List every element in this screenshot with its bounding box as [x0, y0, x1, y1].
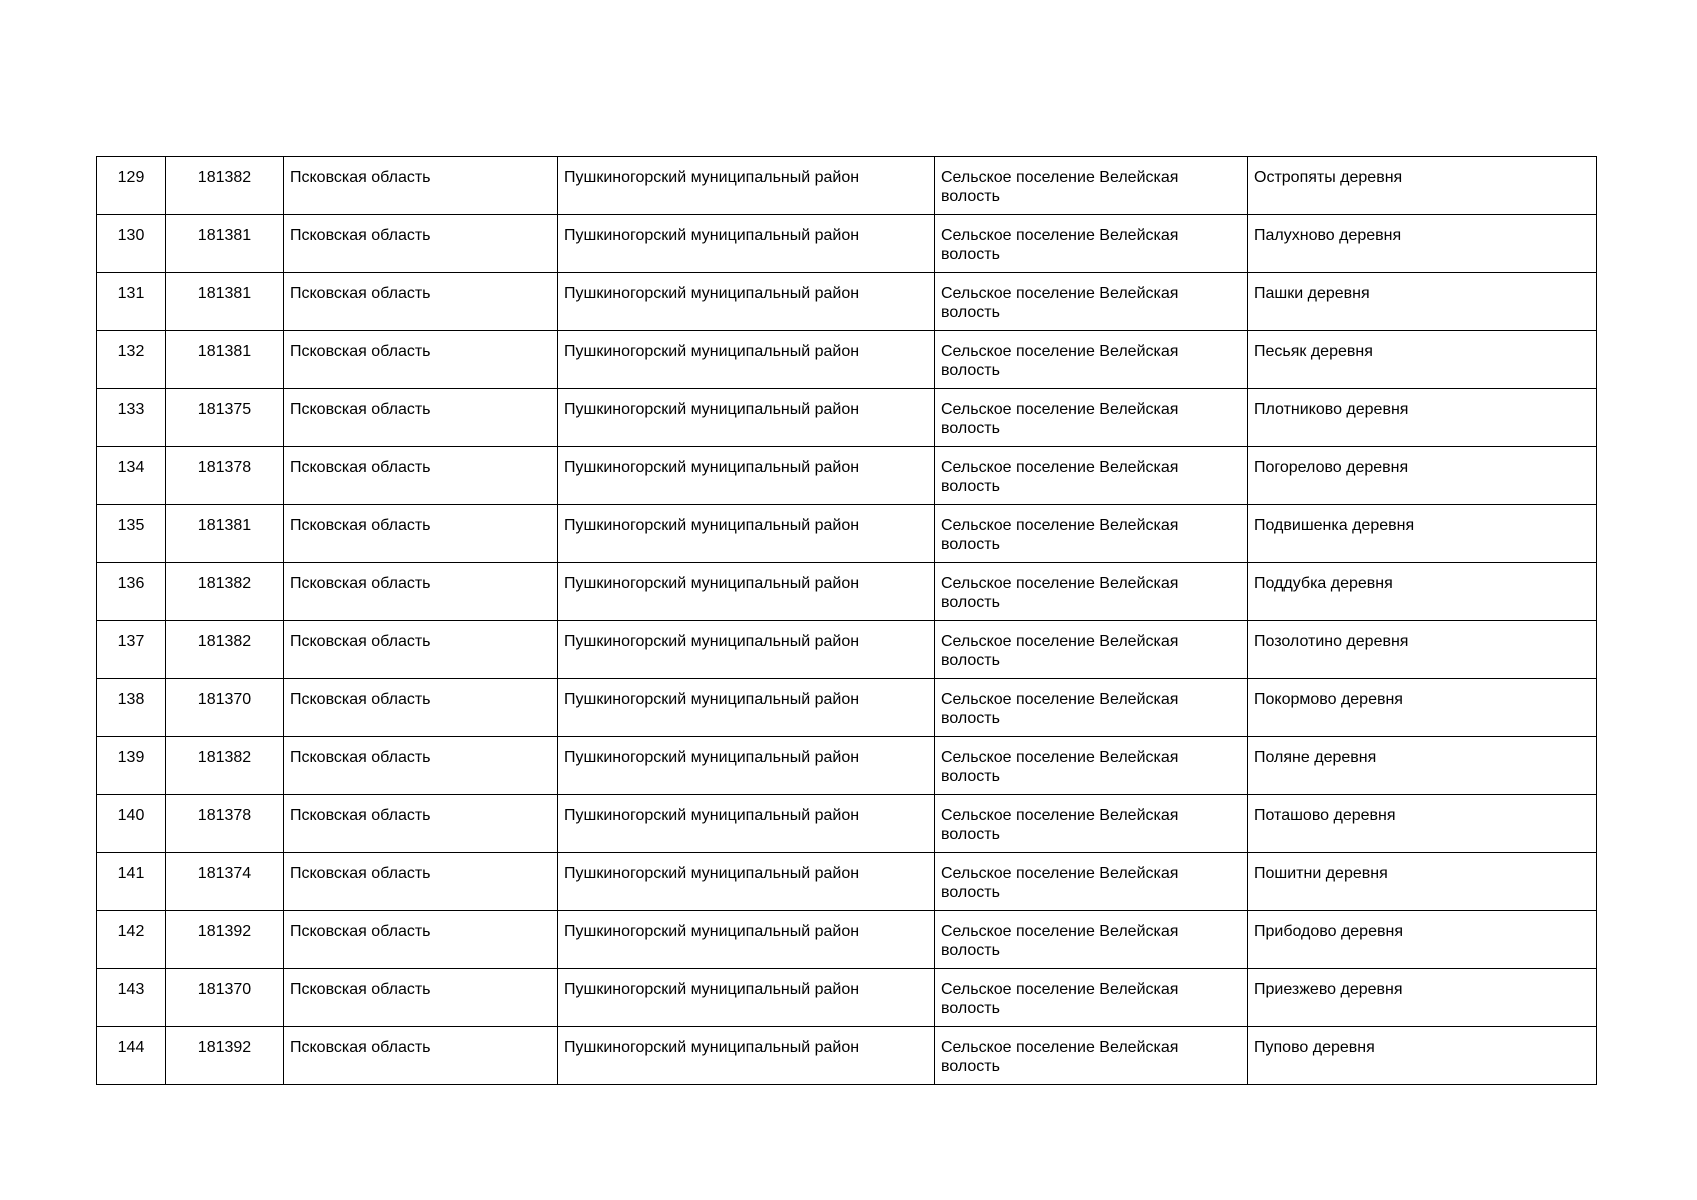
table-row [97, 563, 1597, 621]
region-cell: Псковская область [284, 215, 558, 273]
postal-index-cell: 181378 [166, 447, 284, 505]
district-cell: Пушкиногорский муниципальный район [558, 795, 935, 853]
settlement-cell: Сельское поселение Велейская волость [935, 563, 1248, 621]
district-cell: Пушкиногорский муниципальный район [558, 853, 935, 911]
district-cell: Пушкиногорский муниципальный район [558, 737, 935, 795]
settlement-cell: Сельское поселение Велейская волость [935, 795, 1248, 853]
row-number-cell: 134 [97, 447, 166, 505]
district-cell: Пушкиногорский муниципальный район [558, 621, 935, 679]
region-cell: Псковская область [284, 795, 558, 853]
settlement-cell: Сельское поселение Велейская волость [935, 505, 1248, 563]
table-row [97, 157, 1597, 215]
region-cell: Псковская область [284, 157, 558, 215]
locality-cell: Палухново деревня [1248, 215, 1597, 273]
row-number-cell: 135 [97, 505, 166, 563]
row-number-cell: 142 [97, 911, 166, 969]
table-row [97, 737, 1597, 795]
postal-index-cell: 181370 [166, 679, 284, 737]
table-row [97, 679, 1597, 737]
region-cell: Псковская область [284, 447, 558, 505]
postal-index-cell: 181378 [166, 795, 284, 853]
region-cell: Псковская область [284, 911, 558, 969]
region-cell: Псковская область [284, 853, 558, 911]
settlement-cell: Сельское поселение Велейская волость [935, 911, 1248, 969]
locality-cell: Приезжево деревня [1248, 969, 1597, 1027]
table-row [97, 911, 1597, 969]
postal-index-cell: 181375 [166, 389, 284, 447]
table-row [97, 853, 1597, 911]
locality-cell: Песьяк деревня [1248, 331, 1597, 389]
region-cell: Псковская область [284, 679, 558, 737]
postal-index-cell: 181382 [166, 737, 284, 795]
settlement-cell: Сельское поселение Велейская волость [935, 969, 1248, 1027]
postal-index-cell: 181382 [166, 563, 284, 621]
postal-index-cell: 181381 [166, 505, 284, 563]
locality-cell: Покормово деревня [1248, 679, 1597, 737]
region-cell: Псковская область [284, 505, 558, 563]
district-cell: Пушкиногорский муниципальный район [558, 331, 935, 389]
postal-index-cell: 181374 [166, 853, 284, 911]
postal-index-cell: 181381 [166, 215, 284, 273]
locality-cell: Поддубка деревня [1248, 563, 1597, 621]
settlement-cell: Сельское поселение Велейская волость [935, 157, 1248, 215]
row-number-cell: 136 [97, 563, 166, 621]
locality-cell: Пошитни деревня [1248, 853, 1597, 911]
row-number-cell: 133 [97, 389, 166, 447]
district-cell: Пушкиногорский муниципальный район [558, 1027, 935, 1085]
locality-cell: Плотниково деревня [1248, 389, 1597, 447]
settlement-cell: Сельское поселение Велейская волость [935, 1027, 1248, 1085]
row-number-cell: 137 [97, 621, 166, 679]
district-cell: Пушкиногорский муниципальный район [558, 679, 935, 737]
postal-index-cell: 181370 [166, 969, 284, 1027]
table-row [97, 795, 1597, 853]
settlement-cell: Сельское поселение Велейская волость [935, 621, 1248, 679]
district-cell: Пушкиногорский муниципальный район [558, 215, 935, 273]
settlement-cell: Сельское поселение Велейская волость [935, 853, 1248, 911]
district-cell: Пушкиногорский муниципальный район [558, 389, 935, 447]
locality-cell: Позолотино деревня [1248, 621, 1597, 679]
settlement-cell: Сельское поселение Велейская волость [935, 215, 1248, 273]
row-number-cell: 141 [97, 853, 166, 911]
settlement-cell: Сельское поселение Велейская волость [935, 331, 1248, 389]
table-row [97, 331, 1597, 389]
row-number-cell: 144 [97, 1027, 166, 1085]
table-row [97, 621, 1597, 679]
settlements-table [96, 156, 1597, 1085]
region-cell: Псковская область [284, 563, 558, 621]
settlement-cell: Сельское поселение Велейская волость [935, 273, 1248, 331]
postal-index-cell: 181381 [166, 273, 284, 331]
settlements-table-body [97, 157, 1597, 1085]
row-number-cell: 132 [97, 331, 166, 389]
settlement-cell: Сельское поселение Велейская волость [935, 737, 1248, 795]
locality-cell: Остропяты деревня [1248, 157, 1597, 215]
district-cell: Пушкиногорский муниципальный район [558, 273, 935, 331]
locality-cell: Пашки деревня [1248, 273, 1597, 331]
table-row [97, 273, 1597, 331]
row-number-cell: 138 [97, 679, 166, 737]
locality-cell: Погорелово деревня [1248, 447, 1597, 505]
row-number-cell: 131 [97, 273, 166, 331]
region-cell: Псковская область [284, 389, 558, 447]
postal-index-cell: 181382 [166, 621, 284, 679]
settlement-cell: Сельское поселение Велейская волость [935, 389, 1248, 447]
locality-cell: Пупово деревня [1248, 1027, 1597, 1085]
postal-index-cell: 181381 [166, 331, 284, 389]
table-row [97, 1027, 1597, 1085]
region-cell: Псковская область [284, 737, 558, 795]
region-cell: Псковская область [284, 621, 558, 679]
settlement-cell: Сельское поселение Велейская волость [935, 679, 1248, 737]
district-cell: Пушкиногорский муниципальный район [558, 157, 935, 215]
table-row [97, 447, 1597, 505]
district-cell: Пушкиногорский муниципальный район [558, 969, 935, 1027]
region-cell: Псковская область [284, 273, 558, 331]
locality-cell: Поташово деревня [1248, 795, 1597, 853]
row-number-cell: 140 [97, 795, 166, 853]
postal-index-cell: 181392 [166, 911, 284, 969]
row-number-cell: 129 [97, 157, 166, 215]
region-cell: Псковская область [284, 331, 558, 389]
table-row [97, 389, 1597, 447]
locality-cell: Подвишенка деревня [1248, 505, 1597, 563]
region-cell: Псковская область [284, 1027, 558, 1085]
district-cell: Пушкиногорский муниципальный район [558, 447, 935, 505]
district-cell: Пушкиногорский муниципальный район [558, 505, 935, 563]
row-number-cell: 130 [97, 215, 166, 273]
settlement-cell: Сельское поселение Велейская волость [935, 447, 1248, 505]
row-number-cell: 143 [97, 969, 166, 1027]
table-row [97, 505, 1597, 563]
region-cell: Псковская область [284, 969, 558, 1027]
row-number-cell: 139 [97, 737, 166, 795]
locality-cell: Поляне деревня [1248, 737, 1597, 795]
postal-index-cell: 181392 [166, 1027, 284, 1085]
postal-index-cell: 181382 [166, 157, 284, 215]
table-row [97, 215, 1597, 273]
district-cell: Пушкиногорский муниципальный район [558, 911, 935, 969]
locality-cell: Прибодово деревня [1248, 911, 1597, 969]
district-cell: Пушкиногорский муниципальный район [558, 563, 935, 621]
table-row [97, 969, 1597, 1027]
